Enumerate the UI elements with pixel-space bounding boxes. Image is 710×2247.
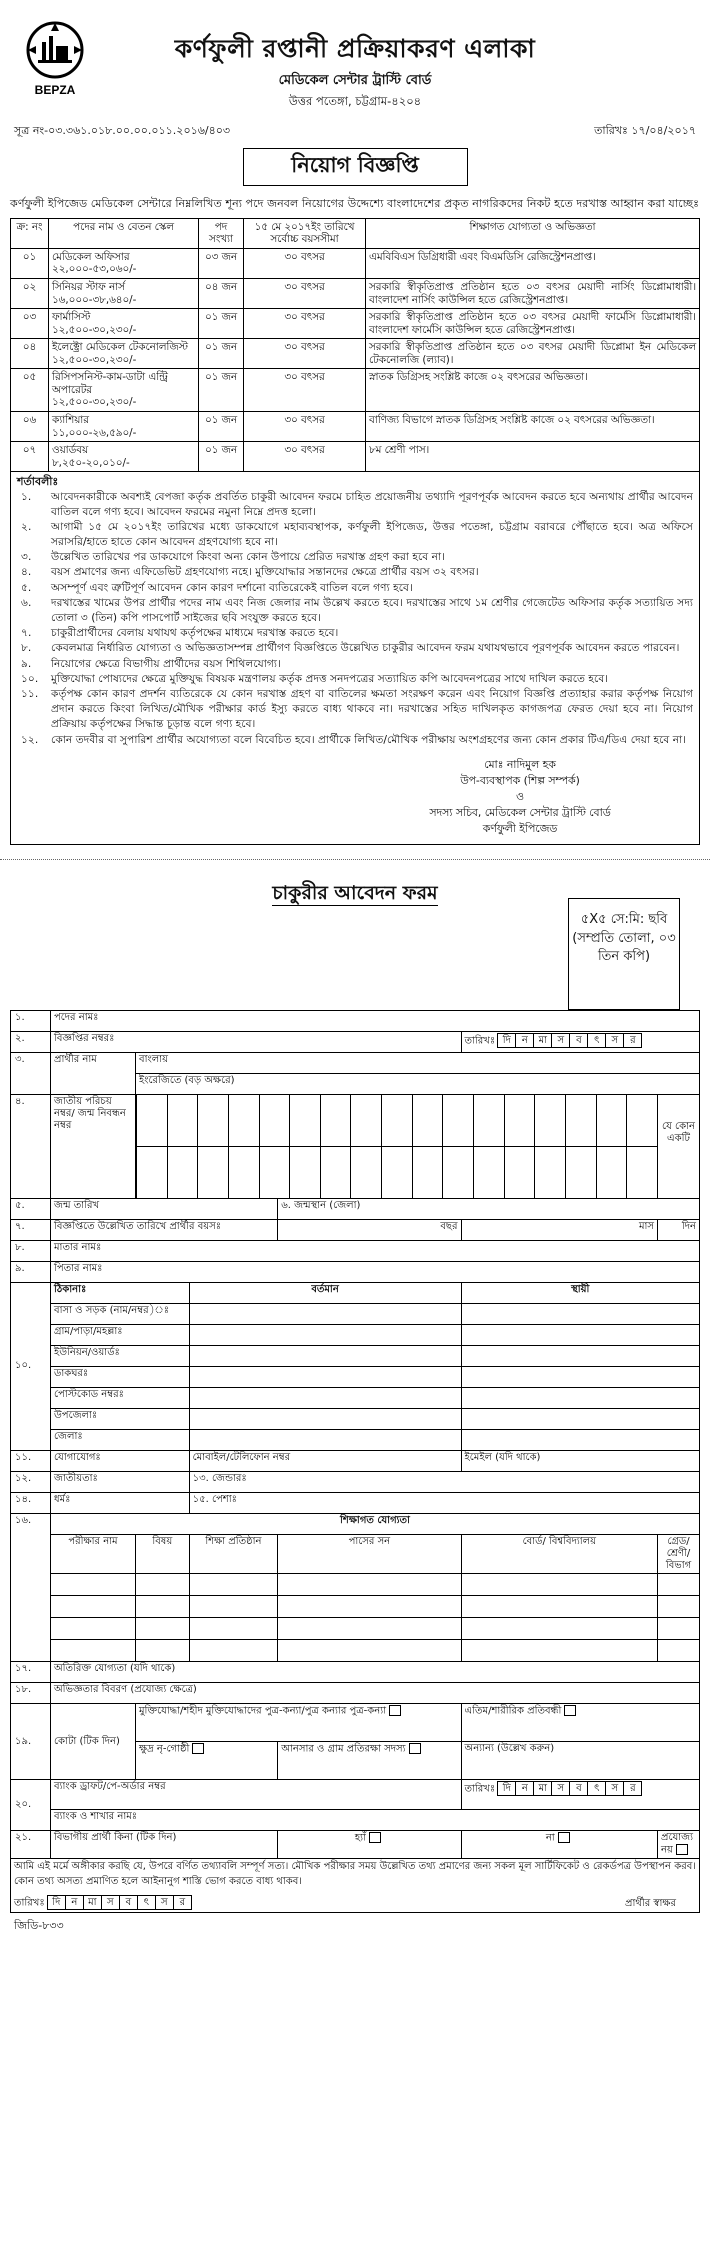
nid-digit-box[interactable] bbox=[442, 1147, 473, 1198]
age-years-field[interactable]: বছর bbox=[278, 1219, 461, 1240]
form-row-address-head: ১০. ঠিকানাঃ বর্তমান স্থায়ী bbox=[11, 1282, 700, 1303]
term-item: ৬. দরখাস্তের খামের উপর প্রার্থীর পদের নাম এবং নিজ জেলার নাম উল্লেখ করতে হবে। দরখাস্তের সাথে ১ম শ্রেণীর গেজেটেড অফিসার কর্তৃক সত্যায়িত সদ্য তোলা ৩ (তিন) কপি পাসপোর্ট সাইজের ছবি সংযুক্ত করতে হবে। bbox=[21, 595, 693, 625]
nid-digit-box[interactable] bbox=[320, 1095, 351, 1146]
date-box[interactable]: ন bbox=[65, 1895, 84, 1910]
photo-box[interactable]: ৫X৫ সে:মি: ছবি (সম্প্রতি তোলা, ০৩ তিন কপি) bbox=[568, 898, 680, 1010]
form-row-post: ১. পদের নামঃ bbox=[11, 1010, 700, 1031]
nid-digit-box[interactable] bbox=[228, 1147, 259, 1198]
date-box[interactable]: ন bbox=[515, 1033, 534, 1048]
nid-digit-box[interactable] bbox=[167, 1095, 198, 1146]
extra-qualification-field[interactable]: অতিরিক্ত যোগ্যতা (যদি থাকে) bbox=[51, 1662, 700, 1683]
pay-scale: ১১,০০০-২৬,৫৯০/- bbox=[52, 426, 137, 439]
term-item: ৫. অসম্পূর্ণ এবং ত্রুটিপূর্ণ আবেদন কোন কারণ দর্শানো ব্যতিরেকেই বাতিল বলে গণ্য হবে। bbox=[21, 580, 413, 594]
signatory-title: উপ-ব্যবস্থাপক (শিল্প সম্পর্ক) bbox=[460, 773, 580, 787]
job-post: ফার্মাসিস্ট ১২,৫০০-৩০,২৩০/- bbox=[49, 309, 199, 339]
nid-any-one-note: যে কোন একটি bbox=[658, 1094, 700, 1198]
date-box[interactable]: মা bbox=[533, 1781, 552, 1796]
signature-block bbox=[347, 757, 693, 838]
col-count: পদ সংখ্যা bbox=[199, 218, 244, 248]
nid-digit-box[interactable] bbox=[442, 1095, 473, 1146]
job-row bbox=[11, 442, 700, 472]
job-count: ০১ জন bbox=[199, 309, 244, 339]
permanent-address-field[interactable] bbox=[461, 1408, 699, 1429]
job-qualification: সরকারি স্বীকৃতিপ্রাপ্ত প্রতিষ্ঠান হতে ০৩ বৎসর মেয়াদী নার্সিং ডিপ্লোমাধারী। বাংলাদেশ নার্সিং কাউন্সিল হতে রেজিস্ট্রেশনপ্রাপ্ত। bbox=[366, 279, 700, 309]
father-name-field[interactable]: পিতার নামঃ bbox=[51, 1261, 700, 1282]
col-qualification: শিক্ষাগত যোগ্যতা ও অভিজ্ঞতা bbox=[366, 218, 700, 248]
date-box[interactable]: স bbox=[551, 1781, 570, 1796]
checkbox[interactable] bbox=[558, 1832, 570, 1843]
job-row bbox=[11, 411, 700, 441]
signatory-and: ও bbox=[516, 790, 524, 804]
form-code: জিডি-৮৩৩ bbox=[14, 1919, 64, 1933]
bank-draft-date-field[interactable]: তারিখঃ দি ন মা স ব ৎ স র bbox=[461, 1780, 700, 1810]
job-age: ৩০ বৎসর bbox=[244, 248, 366, 278]
nid-digit-box[interactable] bbox=[228, 1095, 259, 1146]
form-row-contact: ১১. যোগাযোগঃ মোবাইল/টেলিফোন নম্বর ইমেইল (যদি থাকে) bbox=[11, 1450, 700, 1471]
col-age: ১৫ মে ২০১৭ইং তারিখে সর্বোচ্চ বয়সসীমা bbox=[244, 218, 366, 248]
signatory-org: কর্ণফুলী ইপিজেড bbox=[482, 822, 558, 836]
checkbox[interactable] bbox=[192, 1743, 204, 1754]
option-no[interactable]: না bbox=[461, 1831, 658, 1859]
nid-digit-box[interactable] bbox=[381, 1147, 412, 1198]
nid-digit-box[interactable] bbox=[412, 1147, 443, 1198]
job-age: ৩০ বৎসর bbox=[244, 411, 366, 441]
nid-digit-box[interactable] bbox=[289, 1147, 320, 1198]
present-address-field[interactable] bbox=[189, 1387, 461, 1408]
quota-ethnic[interactable]: ক্ষুদ্র নৃ-গোষ্ঠী bbox=[136, 1742, 278, 1780]
job-qualification: ৮ম শ্রেণী পাস। bbox=[366, 442, 700, 472]
job-serial: ০১ bbox=[11, 248, 49, 278]
quota-ansar[interactable]: আনসার ও গ্রাম প্রতিরক্ষা সদস্য bbox=[278, 1742, 461, 1780]
jobs-table bbox=[10, 218, 700, 472]
checkbox[interactable] bbox=[564, 1705, 576, 1716]
address: উত্তর পতেঙ্গা, চট্টগ্রাম-৪২০৪ bbox=[288, 94, 422, 109]
date-box[interactable]: ৎ bbox=[587, 1781, 606, 1796]
bank-branch-field[interactable]: ব্যাংক ও শাখার নামঃ bbox=[51, 1810, 700, 1831]
quota-freedom-fighter[interactable]: মুক্তিযোদ্ধা/শহীদ মুক্তিযোদ্ধাদের পুত্র-কন্যা/পুত্র কন্যার পুত্র-কন্যা bbox=[136, 1704, 462, 1742]
form-row-extra: ১৭. অতিরিক্ত যোগ্যতা (যদি থাকে) bbox=[11, 1662, 700, 1683]
address-row: ডাকঘরঃ bbox=[11, 1366, 700, 1387]
notice-title: নিয়োগ বিজ্ঞপ্তি bbox=[243, 148, 468, 186]
nid-grid-bottom bbox=[136, 1147, 657, 1198]
nid-label: জাতীয় পরিচয় নম্বর/ জন্ম নিবন্ধন নম্বর bbox=[51, 1094, 136, 1198]
religion-field[interactable]: ধর্মঃ bbox=[51, 1492, 190, 1513]
date-box[interactable]: ৎ bbox=[137, 1895, 156, 1910]
age-label: বিজ্ঞপ্তিতে উল্লেখিত তারিখে প্রার্থীর বয়সঃ bbox=[51, 1219, 278, 1240]
checkbox[interactable] bbox=[389, 1705, 401, 1716]
term-item: ১১. কর্তৃপক্ষ কোন কারণ প্রদর্শন ব্যতিরেকে যে কোন দরখাস্ত গ্রহণ বা বাতিলের ক্ষমতা সংরক্ষণ করেন এবং নিয়োগ বিজ্ঞপ্তি প্রত্যাহার করার কর্তৃপক্ষ নিয়োগ প্রদান করতে কিংবা লিখিত/মৌখিক পরীক্ষার কার্ড ইস্যু করতে বাধ্য থাকবে না। দরখাস্তের সহিত দাখিলকৃত কাগজপত্র ফেরত দেয়া হবে না। নিয়োগ প্রক্রিয়ায় কর্তৃপক্ষের সিদ্ধান্ত চূড়ান্ত বলে গণ্য হবে। bbox=[21, 686, 693, 731]
form-row-age: ৭. বিজ্ঞপ্তিতে উল্লেখিত তারিখে প্রার্থীর বয়সঃ বছর মাস দিন bbox=[11, 1219, 700, 1240]
term-item: ৯. নিয়োগের ক্ষেত্রে বিভাগীয় প্রার্থীদের বয়স শিথিলযোগ্য। bbox=[21, 656, 281, 670]
nid-digit-box[interactable] bbox=[197, 1147, 228, 1198]
permanent-address-field[interactable] bbox=[461, 1366, 699, 1387]
footer-date-boxes[interactable] bbox=[48, 1895, 192, 1910]
job-count: ০১ জন bbox=[199, 369, 244, 412]
date-box[interactable]: দি bbox=[497, 1781, 516, 1796]
date-box[interactable]: ব bbox=[569, 1033, 588, 1048]
occupation-field[interactable]: ১৫. পেশাঃ bbox=[189, 1492, 699, 1513]
gender-field[interactable]: ১৩. জেন্ডারঃ bbox=[189, 1471, 699, 1492]
form-title: চাকুরীর আবেদন ফরম bbox=[272, 881, 438, 904]
checkbox[interactable] bbox=[409, 1743, 421, 1754]
option-yes[interactable]: হ্যাঁ bbox=[278, 1831, 461, 1859]
job-serial: ০৩ bbox=[11, 309, 49, 339]
intro-text: কর্ণফুলী ইপিজেড মেডিকেল সেন্টারে নিম্নলিখিত শূন্য পদে জনবল নিয়োগের উদ্দেশ্যে বাংলাদেশের প্রকৃত নাগরিকদের নিকট হতে দরখাস্ত আহ্বান করা যাচ্ছেঃ bbox=[10, 196, 700, 210]
form-row-departmental: ২১. বিভাগীয় প্রার্থী কিনা (টিক দিন) হ্যাঁ না প্রযোজ্য নয় bbox=[11, 1831, 700, 1859]
form-row-education-head: ১৬. শিক্ষাগত যোগ্যতা bbox=[11, 1513, 700, 1534]
terms-list bbox=[17, 489, 693, 747]
job-count: ০৪ জন bbox=[199, 279, 244, 309]
form-header bbox=[10, 860, 700, 1010]
organization-name: কর্ণফুলী রপ্তানী প্রক্রিয়াকরণ এলাকা bbox=[174, 34, 536, 63]
job-qualification: বাণিজ্য বিভাগে স্নাতক ডিগ্রিসহ সংশ্লিষ্ট কাজে ০২ বৎসরের অভিজ্ঞতা। bbox=[366, 411, 700, 441]
form-row-bank: ২০. ব্যাংক ড্রাফট/পে-অর্ডার নম্বর তারিখঃ দি ন মা স ব ৎ স র bbox=[11, 1780, 700, 1810]
nid-grid[interactable] bbox=[136, 1094, 658, 1198]
form-row-birth: ৫. জন্ম তারিখ ৬. জন্মস্থান (জেলা) bbox=[11, 1198, 700, 1219]
terms-section bbox=[10, 472, 700, 845]
nid-digit-box[interactable] bbox=[534, 1095, 565, 1146]
form-row-nid: ৪. জাতীয় পরিচয় নম্বর/ জন্ম নিবন্ধন নম্বর যে কোন একটি bbox=[11, 1094, 700, 1198]
pay-scale: ১২,৫০০-৩০,২৩০/- bbox=[52, 353, 137, 366]
nid-digit-box[interactable] bbox=[504, 1095, 535, 1146]
job-count: ০৩ জন bbox=[199, 248, 244, 278]
present-address-field[interactable] bbox=[189, 1303, 461, 1324]
reference-number: সূত্র নং-০৩.৩৬১.০১৮.০০.০০.০১১.২০১৬/৪০৩ bbox=[14, 124, 231, 137]
form-row-experience: ১৮. অভিজ্ঞতার বিবরণ (প্রযোজ্য ক্ষেত্রে) bbox=[11, 1683, 700, 1704]
jobs-header-row bbox=[11, 218, 700, 248]
nid-digit-box[interactable] bbox=[596, 1147, 627, 1198]
permanent-address-head: স্থায়ী bbox=[461, 1282, 699, 1303]
bank-draft-field[interactable]: ব্যাংক ড্রাফট/পে-অর্ডার নম্বর bbox=[51, 1780, 462, 1810]
email-field[interactable]: ইমেইল (যদি থাকে) bbox=[461, 1450, 699, 1471]
permanent-address-field[interactable] bbox=[461, 1387, 699, 1408]
nid-digit-box[interactable] bbox=[289, 1095, 320, 1146]
jobs-body bbox=[11, 248, 700, 471]
education-row[interactable] bbox=[11, 1618, 700, 1640]
nid-digit-box[interactable] bbox=[565, 1147, 596, 1198]
nid-digit-box[interactable] bbox=[534, 1147, 565, 1198]
pay-scale: ১৬,০০০-৩৮,৬৪০/- bbox=[52, 293, 137, 306]
date-letter-boxes bbox=[498, 1033, 642, 1048]
form-row-father: ৯. পিতার নামঃ bbox=[11, 1261, 700, 1282]
quota-label: কোটা (টিক দিন) bbox=[51, 1704, 136, 1780]
job-row bbox=[11, 309, 700, 339]
nid-digit-box[interactable] bbox=[167, 1147, 198, 1198]
board-name: মেডিকেল সেন্টার ট্রাস্টি বোর্ড bbox=[278, 72, 432, 88]
footer-date-label: তারিখঃ bbox=[14, 1897, 45, 1909]
birth-date-field[interactable]: জন্ম তারিখ bbox=[51, 1198, 278, 1219]
nid-digit-box[interactable] bbox=[412, 1095, 443, 1146]
option-na[interactable]: প্রযোজ্য নয় bbox=[658, 1831, 700, 1859]
pay-scale: ১২,৫০০-৩০,২৩০/- bbox=[52, 323, 137, 336]
quota-orphan[interactable]: এতিম/শারীরিক প্রতিবন্ধী bbox=[461, 1704, 699, 1742]
date-box[interactable]: দি bbox=[47, 1895, 66, 1910]
job-post: ওয়ার্ডবয় ৮,২৫০-২০,০১০/- bbox=[49, 442, 199, 472]
form-row-circular: ২. বিজ্ঞপ্তির নম্বরঃ তারিখঃ দি ন মা স ব ৎ স র bbox=[11, 1031, 700, 1052]
job-age: ৩০ বৎসর bbox=[244, 369, 366, 412]
nid-digit-box[interactable] bbox=[626, 1147, 657, 1198]
nid-digit-box[interactable] bbox=[350, 1095, 381, 1146]
form-row-name-bn: ৩. প্রার্থীর নাম বাংলায় bbox=[11, 1052, 700, 1073]
col-serial: ক্র: নং bbox=[11, 218, 49, 248]
signatory-name: মোঃ নাদিমুল হক bbox=[484, 757, 556, 771]
permanent-address-field[interactable] bbox=[461, 1303, 699, 1324]
nid-digit-box[interactable] bbox=[565, 1095, 596, 1146]
job-serial: ০৪ bbox=[11, 339, 49, 369]
term-item: ৪. বয়স প্রমাণের জন্য এফিডেভিট গ্রহণযোগ্য নহে। মুক্তিযোদ্ধার সন্তানদের ক্ষেত্রে প্রার্থীর বয়স ৩২ বৎসর। bbox=[21, 565, 479, 579]
date-box[interactable]: স bbox=[605, 1033, 624, 1048]
experience-field[interactable]: অভিজ্ঞতার বিবরণ (প্রযোজ্য ক্ষেত্রে) bbox=[51, 1683, 700, 1704]
present-address-field[interactable] bbox=[189, 1324, 461, 1345]
address-label: ঠিকানাঃ bbox=[51, 1282, 190, 1303]
applicant-name-label: প্রার্থীর নাম bbox=[51, 1052, 136, 1094]
date-box[interactable]: র bbox=[623, 1781, 642, 1796]
present-address-field[interactable] bbox=[189, 1429, 461, 1450]
bepza-logo bbox=[24, 20, 86, 106]
name-english-field[interactable]: ইংরেজিতে (বড় অক্ষরে) bbox=[136, 1073, 700, 1094]
letterhead bbox=[10, 0, 700, 128]
nid-grid-top bbox=[136, 1095, 657, 1146]
permanent-address-field[interactable] bbox=[461, 1345, 699, 1366]
nationality-field[interactable]: জাতীয়তাঃ bbox=[51, 1471, 190, 1492]
pay-scale: ৮,২৫০-২০,০১০/- bbox=[52, 456, 130, 469]
pay-scale: ১২,৫০০-৩০,২৩০/- bbox=[52, 396, 137, 409]
job-post: মেডিকেল অফিসার ২২,০০০-৫৩,০৬০/- bbox=[49, 248, 199, 278]
nid-digit-box[interactable] bbox=[473, 1095, 504, 1146]
quota-other[interactable]: অন্যান্য (উল্লেখ করুন) bbox=[461, 1742, 699, 1780]
education-row[interactable] bbox=[11, 1574, 700, 1596]
job-serial: ০৭ bbox=[11, 442, 49, 472]
date-box[interactable]: র bbox=[623, 1033, 642, 1048]
col-post: পদের নাম ও বেতন স্কেল bbox=[49, 218, 199, 248]
job-row bbox=[11, 339, 700, 369]
date-box[interactable]: ন bbox=[515, 1781, 534, 1796]
circular-number-field[interactable]: বিজ্ঞপ্তির নম্বরঃ bbox=[51, 1031, 462, 1052]
job-row bbox=[11, 279, 700, 309]
date-box[interactable]: স bbox=[605, 1781, 624, 1796]
date-box[interactable]: র bbox=[173, 1895, 192, 1910]
job-serial: ০৫ bbox=[11, 369, 49, 412]
form-row-mother: ৮. মাতার নামঃ bbox=[11, 1240, 700, 1261]
job-serial: ০৬ bbox=[11, 411, 49, 441]
job-qualification: স্নাতক ডিগ্রিসহ সংশ্লিষ্ট কাজে ০২ বৎসরের অভিজ্ঞতা। bbox=[366, 369, 700, 412]
job-age: ৩০ বৎসর bbox=[244, 442, 366, 472]
education-row[interactable] bbox=[11, 1596, 700, 1618]
address-row: পোস্টকোড নম্বরঃ bbox=[11, 1387, 700, 1408]
present-address-field[interactable] bbox=[189, 1345, 461, 1366]
post-name-field[interactable]: পদের নামঃ bbox=[51, 1010, 700, 1031]
form-row-declaration bbox=[11, 1859, 700, 1913]
birth-district-field[interactable]: ৬. জন্মস্থান (জেলা) bbox=[278, 1198, 700, 1219]
date-box[interactable]: ব bbox=[119, 1895, 138, 1910]
address-row: বাসা ও সড়ক (নাম/নম্বর)ঃ bbox=[11, 1303, 700, 1324]
date-box[interactable]: মা bbox=[83, 1895, 102, 1910]
address-row: গ্রাম/পাড়া/মহল্লাঃ bbox=[11, 1324, 700, 1345]
present-address-field[interactable] bbox=[189, 1408, 461, 1429]
term-item: ১২. কোন তদবীর বা সুপারিশ প্রার্থীর অযোগ্যতা বলে বিবেচিত হবে। প্রার্থীকে লিখিত/মৌখিক পরীক্ষায় অংশগ্রহণের জন্য কোন প্রকার টিএ/ডিএ দেয়া হবে না। bbox=[21, 732, 687, 746]
address-row: উপজেলাঃ bbox=[11, 1408, 700, 1429]
signatory-role: সদস্য সচিব, মেডিকেল সেন্টার ট্রাস্টি বোর্ড bbox=[429, 806, 611, 820]
nid-digit-box[interactable] bbox=[504, 1147, 535, 1198]
education-columns: পরীক্ষার নাম বিষয় শিক্ষা প্রতিষ্ঠান পাসের সন বোর্ড/ বিশ্ববিদ্যালয় গ্রেড/শ্রেণী/ বিভাগ bbox=[11, 1534, 700, 1574]
term-item: ৭. চাকুরীপ্রার্থীদের বেলায় যথাযথ কর্তৃপক্ষের মাধ্যমে দরখাস্ত করতে হবে। bbox=[21, 626, 339, 640]
term-item: ১. আবেদনকারীকে অবশ্যই বেপজা কর্তৃক প্রবর্তিত চাকুরী আবেদন ফরমে চাহিত প্রয়োজনীয় তথ্যাদি পূরণপূর্বক আবেদন করতে হবে অন্যথায় প্রার্থীর আবেদন বাতিল বলে গণ্য হবে। আবেদন ফরমের নমুনা নিম্নে প্রদত্ত হলো। bbox=[21, 489, 693, 518]
job-age: ৩০ বৎসর bbox=[244, 309, 366, 339]
age-months-field[interactable]: মাস bbox=[461, 1219, 658, 1240]
departmental-label: বিভাগীয় প্রার্থী কিনা (টিক দিন) bbox=[51, 1831, 278, 1859]
application-form bbox=[10, 1010, 700, 1913]
declaration-text: আমি এই মর্মে অঙ্গীকার করছি যে, উপরে বর্ণিত তথ্যাবলি সম্পূর্ণ সত্য। মৌখিক পরীক্ষার সময় উল্লেখিত তথ্য প্রমাণের জন্য সকল মূল সার্টিফিকেট ও রেকর্ডপত্র উপস্থাপন করব। কোন তথ্য অসত্য প্রমাণিত হলে আইনানুগ শাস্তি ভোগ করতে বাধ্য থাকব। bbox=[14, 1861, 696, 1887]
nid-digit-box[interactable] bbox=[136, 1095, 167, 1146]
job-post: রিসিপসনিস্ট-কাম-ডাটা এন্ট্রি অপারেটর ১২,৫০০-৩০,২৩০/- bbox=[49, 369, 199, 412]
logo-text: BEPZA bbox=[34, 83, 76, 97]
education-title: শিক্ষাগত যোগ্যতা bbox=[51, 1513, 700, 1534]
present-address-field[interactable] bbox=[189, 1366, 461, 1387]
date-box[interactable]: স bbox=[155, 1895, 174, 1910]
job-post: সিনিয়র স্টাফ নার্স ১৬,০০০-৩৮,৬৪০/- bbox=[49, 279, 199, 309]
mother-name-field[interactable]: মাতার নামঃ bbox=[51, 1240, 700, 1261]
permanent-address-field[interactable] bbox=[461, 1324, 699, 1345]
job-post: ক্যাশিয়ার ১১,০০০-২৬,৫৯০/- bbox=[49, 411, 199, 441]
contact-label: যোগাযোগঃ bbox=[51, 1450, 190, 1471]
nid-digit-box[interactable] bbox=[350, 1147, 381, 1198]
nid-digit-box[interactable] bbox=[136, 1147, 167, 1198]
checkbox[interactable] bbox=[369, 1832, 381, 1843]
nid-digit-box[interactable] bbox=[259, 1095, 290, 1146]
job-count: ০১ জন bbox=[199, 442, 244, 472]
address-row: জেলাঃ bbox=[11, 1429, 700, 1450]
job-qualification: এমবিবিএস ডিগ্রিধারী এবং বিএমডিসি রেজিস্ট্রেশনপ্রাপ্ত। bbox=[366, 248, 700, 278]
nid-digit-box[interactable] bbox=[596, 1095, 627, 1146]
pay-scale: ২২,০০০-৫৩,০৬০/- bbox=[52, 263, 137, 276]
nid-digit-box[interactable] bbox=[473, 1147, 504, 1198]
date-box[interactable]: ব bbox=[569, 1781, 588, 1796]
age-days-field[interactable]: দিন bbox=[658, 1219, 700, 1240]
job-count: ০১ জন bbox=[199, 339, 244, 369]
nid-digit-box[interactable] bbox=[197, 1095, 228, 1146]
mobile-field[interactable]: মোবাইল/টেলিফোন নম্বর bbox=[189, 1450, 461, 1471]
job-serial: ০২ bbox=[11, 279, 49, 309]
terms-title: শর্তাবলীঃ bbox=[17, 475, 59, 489]
address-row: ইউনিয়ন/ওয়ার্ডঃ bbox=[11, 1345, 700, 1366]
date-box[interactable]: ৎ bbox=[587, 1033, 606, 1048]
term-item: ১০. মুক্তিযোদ্ধা পোষ্যদের ক্ষেত্রে মুক্তিযুদ্ধ বিষয়ক মন্ত্রণালয় কর্তৃক প্রদত্ত সনদপত্রের সত্যায়িত কপি আবেদনপত্রের সাথে দাখিল করতে হবে। bbox=[21, 671, 609, 685]
term-item: ৮. কেবলমাত্র নির্ধারিত যোগ্যতা ও অভিজ্ঞতাসম্পন্ন প্রার্থীগণ বিজ্ঞপ্তিতে উল্লেখিত চাকুরীর আবেদন ফরম যথাযথভাবে পূরণপূর্বক আবেদন করতে পারবেন। bbox=[21, 641, 680, 655]
nid-digit-box[interactable] bbox=[381, 1095, 412, 1146]
nid-digit-box[interactable] bbox=[320, 1147, 351, 1198]
nid-digit-box[interactable] bbox=[626, 1095, 657, 1146]
form-row-religion: ১৪. ধর্মঃ ১৫. পেশাঃ bbox=[11, 1492, 700, 1513]
job-qualification: সরকারি স্বীকৃতিপ্রাপ্ত প্রতিষ্ঠান হতে ০৩ বৎসর মেয়াদী ডিপ্লোমা ইন মেডিকেল টেকনোলজি (ল্যাব)। bbox=[366, 339, 700, 369]
term-item: ২. আগামী ১৫ মে ২০১৭ইং তারিখের মধ্যে ডাকযোগে মহাব্যবস্থাপক, কর্ণফুলী ইপিজেড, উত্তর পতেঙ্গা, চট্টগ্রাম বরাবরে পৌঁছাতে হবে। অত্র অফিসে সরাসরি/হাতে হাতে কোন আবেদন গ্রহণযোগ্য হবে না। bbox=[21, 519, 693, 549]
date-box[interactable]: দি bbox=[497, 1033, 516, 1048]
permanent-address-field[interactable] bbox=[461, 1429, 699, 1450]
job-post: ইলেক্ট্রো মেডিকেল টেকনোলজিস্ট ১২,৫০০-৩০,২৩০/- bbox=[49, 339, 199, 369]
job-age: ৩০ বৎসর bbox=[244, 279, 366, 309]
education-row[interactable] bbox=[11, 1640, 700, 1662]
name-bangla-field[interactable]: বাংলায় bbox=[136, 1052, 700, 1073]
form-row-branch bbox=[11, 1810, 700, 1831]
present-address-head: বর্তমান bbox=[189, 1282, 461, 1303]
date-box[interactable]: মা bbox=[533, 1033, 552, 1048]
form-row-quota-1: ১৯. কোটা (টিক দিন) মুক্তিযোদ্ধা/শহীদ মুক্তিযোদ্ধাদের পুত্র-কন্যা/পুত্র কন্যার পুত্র-কন্যা এতিম/শারীরিক প্রতিবন্ধী bbox=[11, 1704, 700, 1742]
term-item: ৩. উল্লেখিত তারিখের পর ডাকযোগে কিংবা অন্য কোন উপায়ে প্রেরিত দরখাস্ত গ্রহণ করা হবে না। bbox=[21, 550, 445, 564]
job-row bbox=[11, 369, 700, 412]
nid-digit-box[interactable] bbox=[259, 1147, 290, 1198]
checkbox[interactable] bbox=[676, 1844, 688, 1855]
applicant-signature[interactable]: প্রার্থীর স্বাক্ষর bbox=[625, 1897, 676, 1909]
job-row bbox=[11, 248, 700, 278]
issue-date: তারিখঃ ১৭/০৪/২০১৭ bbox=[594, 124, 696, 137]
job-qualification: সরকারি স্বীকৃতিপ্রাপ্ত প্রতিষ্ঠান হতে ০৩ বৎসর মেয়াদী ফার্মেসি ডিপ্লোমাধারী। বাংলাদেশ ফার্মেসি কাউন্সিল হতে রেজিস্ট্রেশনপ্রাপ্ত। bbox=[366, 309, 700, 339]
form-row-nationality: ১২. জাতীয়তাঃ ১৩. জেন্ডারঃ bbox=[11, 1471, 700, 1492]
job-count: ০১ জন bbox=[199, 411, 244, 441]
date-box[interactable]: স bbox=[101, 1895, 120, 1910]
date-box[interactable]: স bbox=[551, 1033, 570, 1048]
job-age: ৩০ বৎসর bbox=[244, 339, 366, 369]
circular-date-field[interactable]: তারিখঃ দি ন মা স ব ৎ স র bbox=[461, 1031, 700, 1052]
